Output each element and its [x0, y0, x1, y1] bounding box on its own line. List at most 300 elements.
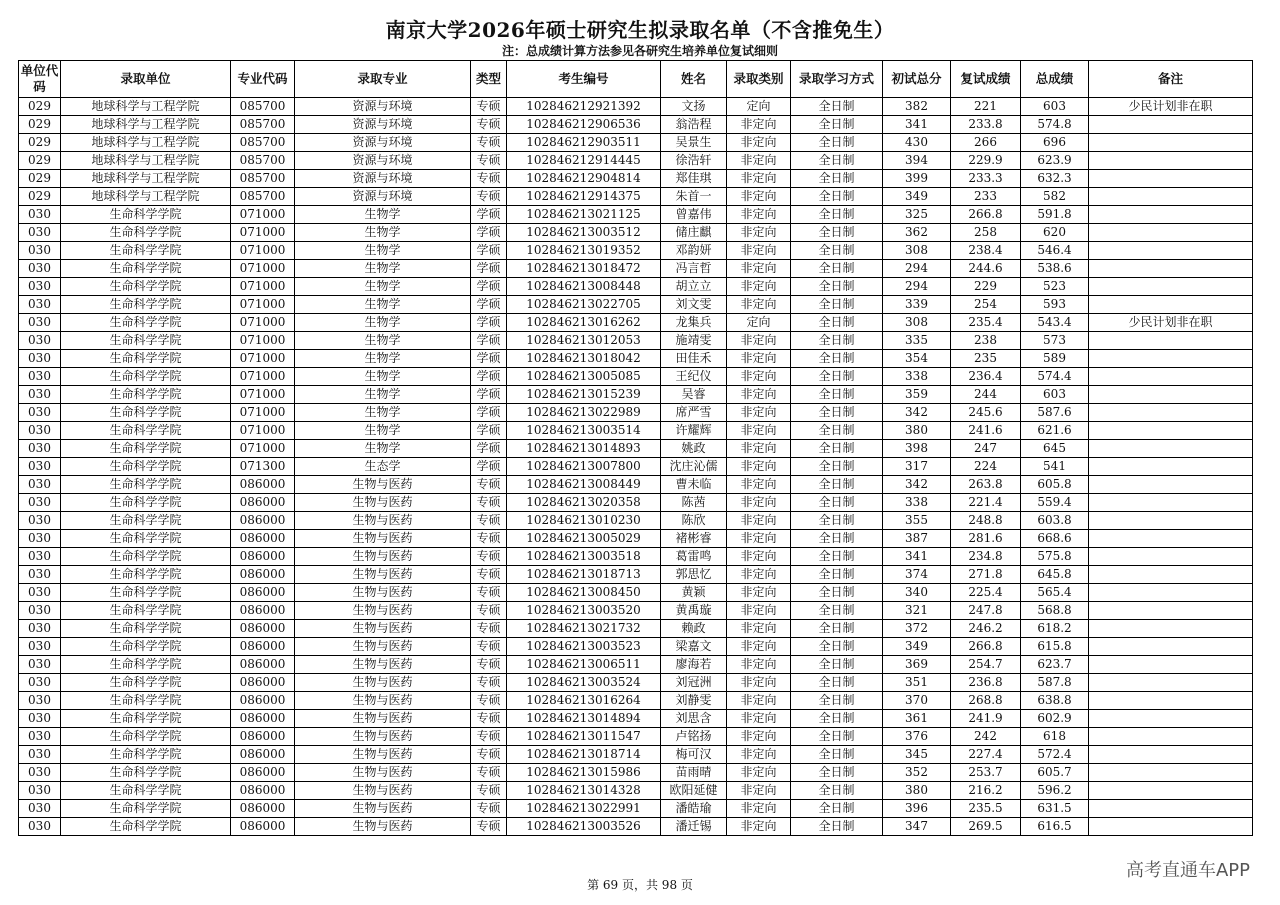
cell-initial-score: 317 [883, 458, 951, 476]
cell-major: 生物与医药 [295, 494, 471, 512]
cell-name: 田佳禾 [661, 350, 727, 368]
cell-retest-score: 266 [951, 134, 1021, 152]
cell-retest-score: 235.5 [951, 800, 1021, 818]
cell-total-score: 596.2 [1021, 782, 1089, 800]
cell-major-code: 086000 [231, 818, 295, 836]
cell-major-code: 071000 [231, 314, 295, 332]
cell-exam-id: 102846213018042 [507, 350, 661, 368]
cell-remarks [1089, 296, 1253, 314]
cell-major-code: 071000 [231, 368, 295, 386]
table-row [19, 602, 1253, 620]
table-row [19, 278, 1253, 296]
cell-total-score: 565.4 [1021, 584, 1089, 602]
cell-unit-code: 029 [19, 116, 61, 134]
cell-unit: 生命科学学院 [61, 314, 231, 332]
cell-category: 非定向 [727, 350, 791, 368]
cell-type: 专硕 [471, 674, 507, 692]
cell-type: 专硕 [471, 818, 507, 836]
cell-unit: 生命科学学院 [61, 440, 231, 458]
cell-retest-score: 216.2 [951, 782, 1021, 800]
cell-total-score: 602.9 [1021, 710, 1089, 728]
cell-initial-score: 339 [883, 296, 951, 314]
cell-total-score: 632.3 [1021, 170, 1089, 188]
cell-unit: 生命科学学院 [61, 242, 231, 260]
table-row [19, 584, 1253, 602]
cell-type: 专硕 [471, 188, 507, 206]
cell-category: 非定向 [727, 548, 791, 566]
cell-remarks [1089, 332, 1253, 350]
cell-retest-score: 235 [951, 350, 1021, 368]
cell-unit-code: 030 [19, 566, 61, 584]
cell-initial-score: 345 [883, 746, 951, 764]
cell-unit: 生命科学学院 [61, 386, 231, 404]
cell-study-mode: 全日制 [791, 512, 883, 530]
cell-unit: 生命科学学院 [61, 656, 231, 674]
cell-category: 非定向 [727, 692, 791, 710]
cell-category: 非定向 [727, 242, 791, 260]
cell-study-mode: 全日制 [791, 764, 883, 782]
cell-unit: 生命科学学院 [61, 530, 231, 548]
cell-major: 生物与医药 [295, 746, 471, 764]
header-study-mode: 录取学习方式 [791, 61, 883, 98]
cell-retest-score: 242 [951, 728, 1021, 746]
cell-major: 生物学 [295, 224, 471, 242]
cell-retest-score: 254.7 [951, 656, 1021, 674]
cell-exam-id: 102846213022989 [507, 404, 661, 422]
cell-exam-id: 102846213011547 [507, 728, 661, 746]
cell-major: 资源与环境 [295, 134, 471, 152]
cell-major-code: 086000 [231, 638, 295, 656]
cell-unit-code: 029 [19, 152, 61, 170]
cell-unit: 生命科学学院 [61, 746, 231, 764]
cell-remarks [1089, 584, 1253, 602]
cell-category: 非定向 [727, 386, 791, 404]
cell-study-mode: 全日制 [791, 566, 883, 584]
cell-major-code: 071300 [231, 458, 295, 476]
cell-total-score: 575.8 [1021, 548, 1089, 566]
cell-unit: 生命科学学院 [61, 368, 231, 386]
cell-name: 陈欣 [661, 512, 727, 530]
cell-study-mode: 全日制 [791, 620, 883, 638]
cell-exam-id: 102846213021125 [507, 206, 661, 224]
cell-initial-score: 340 [883, 584, 951, 602]
cell-major: 生物与医药 [295, 728, 471, 746]
cell-unit: 地球科学与工程学院 [61, 152, 231, 170]
cell-major-code: 086000 [231, 710, 295, 728]
cell-exam-id: 102846213015239 [507, 386, 661, 404]
cell-major-code: 071000 [231, 260, 295, 278]
cell-major-code: 071000 [231, 386, 295, 404]
table-row [19, 458, 1253, 476]
cell-remarks [1089, 458, 1253, 476]
cell-initial-score: 294 [883, 260, 951, 278]
header-unit-code: 单位代码 [19, 61, 61, 98]
table-row [19, 170, 1253, 188]
table-header-row [19, 61, 1253, 98]
cell-total-score: 543.4 [1021, 314, 1089, 332]
cell-type: 学硕 [471, 350, 507, 368]
cell-major: 生物与医药 [295, 566, 471, 584]
cell-name: 苗雨晴 [661, 764, 727, 782]
cell-remarks [1089, 548, 1253, 566]
cell-major: 生物与医药 [295, 638, 471, 656]
table-row [19, 728, 1253, 746]
cell-retest-score: 254 [951, 296, 1021, 314]
cell-unit: 生命科学学院 [61, 674, 231, 692]
table-row [19, 530, 1253, 548]
cell-retest-score: 238.4 [951, 242, 1021, 260]
cell-initial-score: 338 [883, 494, 951, 512]
cell-study-mode: 全日制 [791, 422, 883, 440]
cell-study-mode: 全日制 [791, 494, 883, 512]
cell-retest-score: 258 [951, 224, 1021, 242]
table-row [19, 620, 1253, 638]
header-remarks: 备注 [1089, 61, 1253, 98]
cell-study-mode: 全日制 [791, 386, 883, 404]
cell-major: 生物学 [295, 332, 471, 350]
cell-name: 梅可汉 [661, 746, 727, 764]
cell-major-code: 071000 [231, 332, 295, 350]
cell-retest-score: 245.6 [951, 404, 1021, 422]
cell-remarks [1089, 476, 1253, 494]
table-row [19, 116, 1253, 134]
cell-exam-id: 102846213003520 [507, 602, 661, 620]
cell-type: 学硕 [471, 440, 507, 458]
cell-initial-score: 342 [883, 476, 951, 494]
cell-remarks [1089, 512, 1253, 530]
cell-total-score: 587.8 [1021, 674, 1089, 692]
cell-name: 吴景生 [661, 134, 727, 152]
cell-retest-score: 253.7 [951, 764, 1021, 782]
cell-unit: 生命科学学院 [61, 638, 231, 656]
cell-major: 生物学 [295, 260, 471, 278]
cell-initial-score: 352 [883, 764, 951, 782]
cell-exam-id: 102846213006511 [507, 656, 661, 674]
cell-unit: 生命科学学院 [61, 512, 231, 530]
cell-unit-code: 030 [19, 404, 61, 422]
header-exam-id: 考生编号 [507, 61, 661, 98]
cell-unit: 生命科学学院 [61, 422, 231, 440]
cell-category: 非定向 [727, 800, 791, 818]
cell-total-score: 568.8 [1021, 602, 1089, 620]
cell-exam-id: 102846213015986 [507, 764, 661, 782]
cell-retest-score: 229 [951, 278, 1021, 296]
cell-total-score: 538.6 [1021, 260, 1089, 278]
cell-type: 学硕 [471, 296, 507, 314]
cell-exam-id: 102846213022705 [507, 296, 661, 314]
table-row [19, 368, 1253, 386]
cell-unit: 地球科学与工程学院 [61, 188, 231, 206]
cell-major-code: 071000 [231, 422, 295, 440]
cell-exam-id: 102846213014893 [507, 440, 661, 458]
cell-study-mode: 全日制 [791, 98, 883, 116]
cell-unit: 地球科学与工程学院 [61, 98, 231, 116]
cell-major-code: 086000 [231, 548, 295, 566]
cell-category: 非定向 [727, 458, 791, 476]
cell-type: 专硕 [471, 710, 507, 728]
table-row [19, 746, 1253, 764]
cell-remarks [1089, 818, 1253, 836]
cell-remarks [1089, 440, 1253, 458]
header-initial-score: 初试总分 [883, 61, 951, 98]
cell-unit: 生命科学学院 [61, 548, 231, 566]
page-footer: 第 69 页，共 98 页 [587, 878, 693, 892]
cell-retest-score: 266.8 [951, 638, 1021, 656]
cell-major: 生物学 [295, 404, 471, 422]
cell-name: 廖海若 [661, 656, 727, 674]
cell-type: 学硕 [471, 458, 507, 476]
cell-study-mode: 全日制 [791, 530, 883, 548]
cell-major: 生物学 [295, 440, 471, 458]
cell-study-mode: 全日制 [791, 584, 883, 602]
cell-total-score: 638.8 [1021, 692, 1089, 710]
cell-type: 专硕 [471, 512, 507, 530]
cell-unit-code: 030 [19, 368, 61, 386]
cell-unit-code: 030 [19, 764, 61, 782]
cell-name: 姚政 [661, 440, 727, 458]
cell-category: 非定向 [727, 728, 791, 746]
cell-name: 葛雷鸣 [661, 548, 727, 566]
cell-unit-code: 030 [19, 242, 61, 260]
cell-unit-code: 030 [19, 260, 61, 278]
cell-major: 资源与环境 [295, 98, 471, 116]
cell-retest-score: 221 [951, 98, 1021, 116]
cell-remarks [1089, 170, 1253, 188]
cell-remarks [1089, 134, 1253, 152]
cell-category: 非定向 [727, 638, 791, 656]
cell-total-score: 523 [1021, 278, 1089, 296]
cell-major-code: 086000 [231, 494, 295, 512]
cell-unit-code: 030 [19, 422, 61, 440]
cell-total-score: 574.8 [1021, 116, 1089, 134]
cell-total-score: 621.6 [1021, 422, 1089, 440]
cell-major-code: 086000 [231, 746, 295, 764]
cell-major: 生物学 [295, 206, 471, 224]
cell-major: 生物与医药 [295, 512, 471, 530]
cell-study-mode: 全日制 [791, 818, 883, 836]
cell-total-score: 546.4 [1021, 242, 1089, 260]
cell-type: 专硕 [471, 566, 507, 584]
cell-major-code: 086000 [231, 674, 295, 692]
table-row [19, 512, 1253, 530]
cell-unit-code: 030 [19, 620, 61, 638]
table-row [19, 566, 1253, 584]
cell-remarks [1089, 494, 1253, 512]
cell-remarks [1089, 692, 1253, 710]
cell-unit-code: 030 [19, 602, 61, 620]
cell-major-code: 071000 [231, 242, 295, 260]
cell-major-code: 086000 [231, 584, 295, 602]
cell-retest-score: 281.6 [951, 530, 1021, 548]
table-row [19, 350, 1253, 368]
cell-type: 学硕 [471, 206, 507, 224]
cell-type: 学硕 [471, 386, 507, 404]
cell-name: 赖政 [661, 620, 727, 638]
cell-study-mode: 全日制 [791, 692, 883, 710]
cell-unit-code: 030 [19, 224, 61, 242]
cell-remarks [1089, 224, 1253, 242]
cell-category: 非定向 [727, 530, 791, 548]
cell-remarks [1089, 620, 1253, 638]
cell-unit: 生命科学学院 [61, 584, 231, 602]
cell-initial-score: 380 [883, 782, 951, 800]
cell-name: 许耀辉 [661, 422, 727, 440]
cell-study-mode: 全日制 [791, 368, 883, 386]
cell-type: 专硕 [471, 170, 507, 188]
cell-initial-score: 354 [883, 350, 951, 368]
cell-unit-code: 030 [19, 512, 61, 530]
cell-initial-score: 359 [883, 386, 951, 404]
cell-unit: 生命科学学院 [61, 494, 231, 512]
cell-unit-code: 029 [19, 98, 61, 116]
table-row [19, 152, 1253, 170]
cell-type: 专硕 [471, 692, 507, 710]
cell-major: 生物学 [295, 314, 471, 332]
cell-initial-score: 347 [883, 818, 951, 836]
cell-exam-id: 102846213003524 [507, 674, 661, 692]
cell-category: 非定向 [727, 674, 791, 692]
cell-major-code: 071000 [231, 404, 295, 422]
cell-type: 专硕 [471, 152, 507, 170]
cell-study-mode: 全日制 [791, 350, 883, 368]
cell-study-mode: 全日制 [791, 224, 883, 242]
cell-name: 龙集兵 [661, 314, 727, 332]
cell-unit: 地球科学与工程学院 [61, 170, 231, 188]
cell-unit-code: 030 [19, 728, 61, 746]
cell-major: 生物与医药 [295, 710, 471, 728]
cell-study-mode: 全日制 [791, 656, 883, 674]
cell-retest-score: 271.8 [951, 566, 1021, 584]
cell-category: 非定向 [727, 134, 791, 152]
cell-remarks [1089, 530, 1253, 548]
cell-unit-code: 030 [19, 818, 61, 836]
cell-total-score: 616.5 [1021, 818, 1089, 836]
table-row [19, 494, 1253, 512]
cell-total-score: 589 [1021, 350, 1089, 368]
cell-initial-score: 374 [883, 566, 951, 584]
table-row [19, 638, 1253, 656]
cell-type: 专硕 [471, 530, 507, 548]
cell-total-score: 623.9 [1021, 152, 1089, 170]
cell-name: 欧阳延健 [661, 782, 727, 800]
table-row [19, 800, 1253, 818]
cell-major: 生物与医药 [295, 692, 471, 710]
header-category: 录取类别 [727, 61, 791, 98]
cell-name: 翁浩程 [661, 116, 727, 134]
cell-type: 学硕 [471, 242, 507, 260]
cell-major-code: 085700 [231, 134, 295, 152]
cell-major: 生物与医药 [295, 584, 471, 602]
cell-major: 资源与环境 [295, 170, 471, 188]
table-row [19, 206, 1253, 224]
table-row [19, 134, 1253, 152]
cell-major-code: 086000 [231, 782, 295, 800]
cell-category: 定向 [727, 98, 791, 116]
cell-type: 专硕 [471, 764, 507, 782]
cell-total-score: 593 [1021, 296, 1089, 314]
cell-remarks [1089, 422, 1253, 440]
cell-total-score: 572.4 [1021, 746, 1089, 764]
cell-exam-id: 102846213003514 [507, 422, 661, 440]
table-body [19, 98, 1253, 836]
cell-initial-score: 396 [883, 800, 951, 818]
cell-total-score: 668.6 [1021, 530, 1089, 548]
cell-study-mode: 全日制 [791, 134, 883, 152]
table-row [19, 332, 1253, 350]
cell-remarks [1089, 116, 1253, 134]
cell-category: 非定向 [727, 116, 791, 134]
cell-total-score: 603 [1021, 386, 1089, 404]
cell-name: 施靖雯 [661, 332, 727, 350]
cell-type: 专硕 [471, 98, 507, 116]
cell-unit: 生命科学学院 [61, 260, 231, 278]
cell-retest-score: 246.2 [951, 620, 1021, 638]
cell-category: 非定向 [727, 602, 791, 620]
cell-unit-code: 030 [19, 494, 61, 512]
cell-major: 生物与医药 [295, 674, 471, 692]
cell-retest-score: 236.8 [951, 674, 1021, 692]
cell-unit: 生命科学学院 [61, 764, 231, 782]
cell-major-code: 085700 [231, 152, 295, 170]
cell-category: 非定向 [727, 620, 791, 638]
cell-remarks [1089, 728, 1253, 746]
cell-study-mode: 全日制 [791, 314, 883, 332]
table-row [19, 224, 1253, 242]
cell-exam-id: 102846213018714 [507, 746, 661, 764]
cell-name: 曹未临 [661, 476, 727, 494]
cell-total-score: 615.8 [1021, 638, 1089, 656]
cell-name: 朱首一 [661, 188, 727, 206]
cell-initial-score: 355 [883, 512, 951, 530]
cell-unit: 生命科学学院 [61, 224, 231, 242]
cell-name: 刘静雯 [661, 692, 727, 710]
cell-major: 生物与医药 [295, 764, 471, 782]
cell-category: 非定向 [727, 152, 791, 170]
cell-category: 非定向 [727, 260, 791, 278]
cell-retest-score: 244 [951, 386, 1021, 404]
cell-remarks: 少民计划非在职 [1089, 98, 1253, 116]
cell-name: 文扬 [661, 98, 727, 116]
cell-category: 非定向 [727, 422, 791, 440]
cell-major-code: 086000 [231, 656, 295, 674]
cell-major: 生物学 [295, 386, 471, 404]
cell-type: 专硕 [471, 548, 507, 566]
cell-type: 专硕 [471, 746, 507, 764]
cell-retest-score: 229.9 [951, 152, 1021, 170]
cell-major-code: 086000 [231, 476, 295, 494]
cell-unit: 生命科学学院 [61, 602, 231, 620]
cell-retest-score: 263.8 [951, 476, 1021, 494]
cell-study-mode: 全日制 [791, 188, 883, 206]
cell-category: 非定向 [727, 224, 791, 242]
cell-name: 邓韵妍 [661, 242, 727, 260]
cell-initial-score: 382 [883, 98, 951, 116]
cell-major: 生物学 [295, 278, 471, 296]
cell-major-code: 086000 [231, 512, 295, 530]
cell-exam-id: 102846212904814 [507, 170, 661, 188]
cell-total-score: 591.8 [1021, 206, 1089, 224]
cell-unit-code: 030 [19, 206, 61, 224]
cell-unit: 生命科学学院 [61, 800, 231, 818]
cell-unit-code: 030 [19, 656, 61, 674]
cell-study-mode: 全日制 [791, 674, 883, 692]
cell-retest-score: 225.4 [951, 584, 1021, 602]
cell-remarks [1089, 206, 1253, 224]
cell-study-mode: 全日制 [791, 548, 883, 566]
cell-category: 非定向 [727, 296, 791, 314]
cell-major: 生物学 [295, 242, 471, 260]
cell-exam-id: 102846213003526 [507, 818, 661, 836]
